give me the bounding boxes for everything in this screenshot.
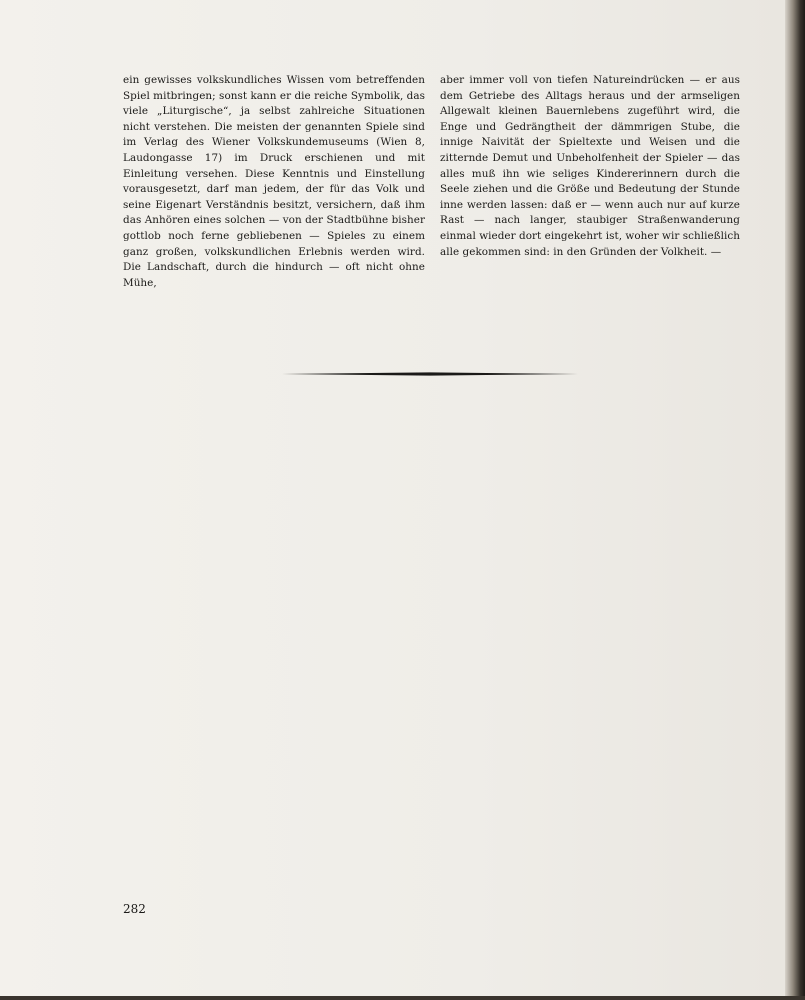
left-text-column: ein gewisses volkskundliches Wissen vom betreffenden Spiel mitbringen; sonst kann er die reiche Symbolik, das viele „Liturgische“, ja selbst zahlreiche Situationen nicht verstehen. Die meisten der genannten Spiele sind im Verlag des Wiener Volkskundemuseums (Wien 8, Laudongasse 17) im Druck erschienen und mit Einleitung versehen. Diese Kenntnis und Einstellung vorausgesetzt, darf man jedem, der für das Volk und seine Eigenart Verständnis besitzt, versichern, daß ihm das Anhören eines solchen — von der Stadtbühne bisher gottlob noch ferne gebliebenen — Spieles zu einem ganz großen, volkskundlichen Erlebnis werden wird. Die Landschaft, durch die hindurch — oft nicht ohne Mühe,	[123, 74, 425, 289]
right-text-column: aber immer voll von tiefen Natureindrücken — er aus dem Getriebe des Alltags heraus und der armseligen Allgewalt kleinen Bauernlebens zugeführt wird, die Enge und Gedrängtheit der dämmrigen Stube, die innige Naivität der Spieltexte und Weisen und die zitternde Demut und Unbeholfenheit der Spieler — das alles muß ihn wie seliges Kindererinnern durch die Seele ziehen und die Größe und Bedeutung der Stunde inne werden lassen: daß er — wenn auch nur auf kurze Rast — nach langer, staubiger Straßenwanderung einmal wieder dort eingekehrt ist, woher wir schließlich alle gekommen sind: in den Gründen der Volkheit. —	[440, 74, 740, 258]
ornamental-rule	[282, 372, 578, 376]
page-edge-shadow	[785, 0, 805, 1000]
page-number: 282	[123, 902, 146, 916]
page-bottom-edge	[0, 996, 805, 1000]
